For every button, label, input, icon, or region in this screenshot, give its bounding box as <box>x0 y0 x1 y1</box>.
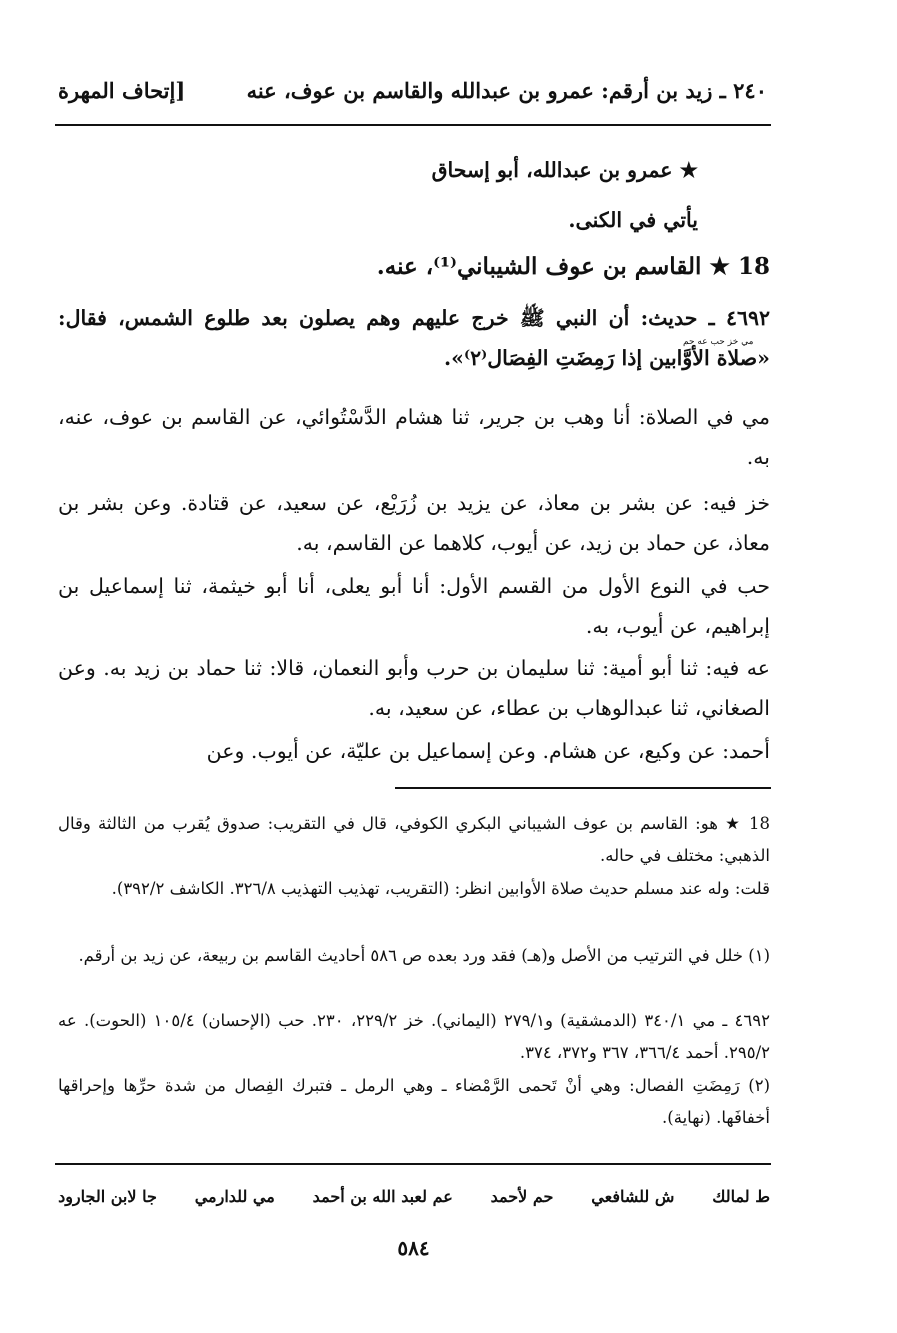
abbreviations-key <box>58 1187 770 1206</box>
section-heading-qasim: 18 ★ القاسم بن عوف الشيباني⁽¹⁾، عنه. <box>376 253 770 280</box>
footnote-biography: 18 ★ هو: القاسم بن عوف الشيباني البكري الكوفي، قال في التقريب: صدوق يُقرب من الثالثة وقال الذهبي: مختلف في حاله. <box>58 814 770 865</box>
footnote-sources: ٤٦٩٢ ـ مي ٣٤٠/١ (الدمشقية) و٢٧٩/١ (اليماني). خز ٢٢٩/٢، ٢٣٠. حب (الإحسان) ١٠٥/٤ (الحوت). عه ٢٩٥/٢. أحمد ٣٦٦/٤، ٣٦٧ و٣٧٢، ٣٧٤. <box>58 1011 770 1062</box>
abbr-item: مي للدارمي <box>194 1187 275 1206</box>
abbr-item: عم لعبد الله بن أحمد <box>312 1187 453 1206</box>
isnad-ahmad: أحمد: عن وكيع، عن هشام. وعن إسماعيل بن عليّة، عن أيوب. وعن <box>206 739 770 763</box>
abbr-item: حم لأحمد <box>490 1187 554 1206</box>
hadith-text: ٤٦٩٢ ـ حديث: أن النبي ﷺ خرج عليهم وهم يصلون بعد طلوع الشمس، فقال: «صلاة الأوَّابين إذا رَمِضَتِ الفِصَال⁽٢⁾». <box>58 306 770 370</box>
abbreviations-rule <box>55 1163 771 1165</box>
abbr-item: جا لابن الجارود <box>58 1187 157 1206</box>
isnad-ibn-khuzayma: خز فيه: عن بشر بن معاذ، عن يزيد بن زُرَيْع، عن سعيد، عن قتادة. وعن بشر بن معاذ، عن حماد بن زيد، عن أيوب، كلاهما عن القاسم، به. <box>58 491 770 555</box>
footnote-note: قلت: وله عند مسلم حديث صلاة الأوابين انظر: (التقريب، تهذيب التهذيب ٣٢٦/٨. الكاشف ٣٩٢/٢). <box>111 879 770 898</box>
isnad-ibn-hibban: حب في النوع الأول من القسم الأول: أنا أبو يعلى، أنا أبو خيثمة، ثنا إسماعيل بن إبراهيم، عن أيوب، به. <box>58 574 770 638</box>
footnote-1: (١) خلل في الترتيب من الأصل و(هـ) فقد ورد بعده ص ٥٨٦ أحاديث القاسم بن ربيعة، عن زيد بن أرقم. <box>78 946 770 965</box>
page-number: ٥٨٤ <box>397 1236 430 1260</box>
running-header-title: ٢٤٠ ـ زيد بن أرقم: عمرو بن عبدالله والقاسم بن عوف، عنه <box>246 78 767 103</box>
header-rule <box>55 124 771 126</box>
running-header-book: [إتحاف المهرة <box>58 78 186 103</box>
footnote-2: (٢) رَمِضَتِ الفصال: وهي أنْ تَحمى الرَّمْضاء ـ وهي الرمل ـ فتبرك الفِصال من شدة حرِّها وإحراقها أخفافَها. (نهاية). <box>58 1076 770 1127</box>
footnote-rule <box>395 787 771 789</box>
section-heading-amr: ★ عمرو بن عبدالله، أبو إسحاق <box>431 158 698 182</box>
isnad-abu-awana: عه فيه: ثنا أبو أمية: ثنا سليمان بن حرب وأبو النعمان، قالا: ثنا حماد بن زيد به. وعن الصغاني، ثنا عبدالوهاب بن عطاء، عن سعيد، به. <box>58 656 770 720</box>
isnad-darimi: مي في الصلاة: أنا وهب بن جرير، ثنا هشام الدَّسْتُوائي، عن القاسم بن عوف، عنه، به. <box>58 405 770 469</box>
cross-reference: يأتي في الكنى. <box>568 208 698 232</box>
margin-sigla: مي خز حب عه حم <box>683 337 754 347</box>
abbr-item: ط لمالك <box>712 1187 770 1206</box>
abbr-item: ش للشافعي <box>591 1187 675 1206</box>
